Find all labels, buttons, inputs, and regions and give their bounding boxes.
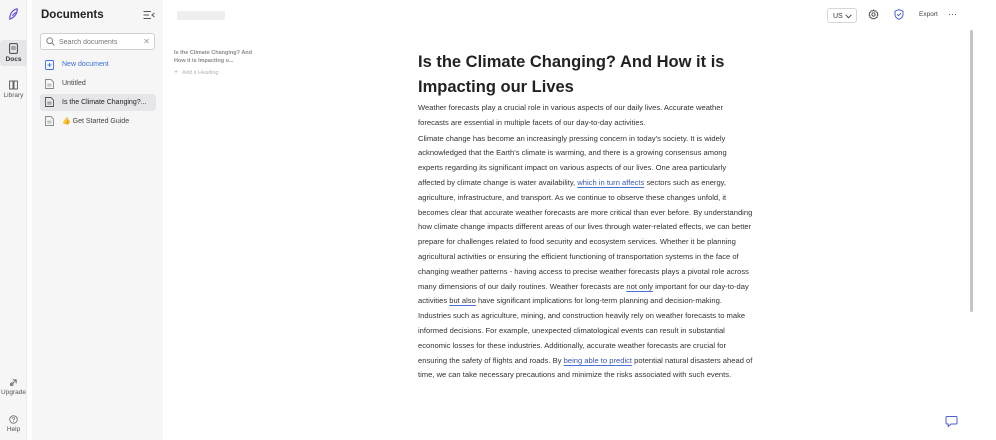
chat-bubble-icon[interactable] — [945, 415, 958, 428]
documents-sidebar — [32, 0, 163, 440]
vertical-scrollbar[interactable] — [970, 30, 973, 312]
chevron-down-icon — [845, 14, 852, 19]
document-icon — [45, 79, 54, 89]
app-rail — [0, 0, 27, 440]
export-button[interactable]: Export — [919, 11, 938, 18]
new-document-icon — [45, 60, 54, 70]
upgrade-icon — [9, 378, 18, 387]
add-heading-button[interactable] — [174, 69, 264, 76]
gear-icon[interactable] — [868, 9, 879, 20]
sidebar-title: Documents — [41, 9, 104, 21]
plus-icon: + — [174, 69, 179, 76]
document-outline — [174, 50, 264, 76]
outline-heading[interactable]: Is the Climate Changing? And How it is Impacting o... — [174, 50, 253, 64]
docs-icon — [9, 43, 18, 54]
list-item-label: Is the Climate Changing?... — [62, 98, 147, 106]
rail-item-docs[interactable] — [0, 40, 27, 66]
rail-item-label: Upgrade — [1, 389, 26, 396]
document-body[interactable] — [418, 50, 753, 383]
rail-item-help[interactable] — [0, 415, 27, 437]
close-icon[interactable]: ✕ — [143, 37, 150, 46]
rail-item-label: Library — [3, 92, 24, 99]
text-run: Climate change has become an increasingly pressing concern in today's society. It is widely acknowledged that the Earth's climate is warming, and there is a growing consensus among experts regarding its significant impact on various aspects of our lives. One area particularly affected by climate change is water availability, — [418, 133, 727, 187]
search-icon — [46, 37, 55, 46]
rail-item-label: Help — [6, 426, 21, 433]
list-item-label: Untitled — [62, 80, 86, 87]
suggestion-underline[interactable]: but also — [449, 296, 476, 306]
paragraph[interactable]: Weather forecasts play a crucial role in various aspects of our daily lives. Accurate weather forecasts are essential in multiple facets of our day-to-day activities. — [418, 103, 724, 127]
list-item[interactable] — [40, 113, 156, 129]
list-item[interactable] — [40, 94, 156, 111]
suggestion-underline[interactable]: being able to predict — [563, 355, 633, 365]
rail-item-label: Docs — [5, 56, 22, 63]
suggestion-underline[interactable]: which in turn affects — [577, 177, 645, 187]
new-document-button[interactable] — [40, 57, 156, 73]
language-select[interactable] — [827, 8, 857, 23]
text-run: important for our day-to-day activities — [418, 281, 749, 306]
document-title[interactable]: Is the Climate Changing? And How it is Impacting our Lives — [418, 53, 725, 96]
list-item-label: 👍 Get Started Guide — [62, 118, 130, 125]
rail-item-library[interactable] — [0, 80, 27, 104]
document-icon — [45, 116, 54, 126]
language-value: US — [833, 12, 843, 20]
paragraph[interactable] — [418, 132, 753, 384]
library-icon — [9, 80, 19, 90]
suggestion-underline[interactable]: not only — [626, 281, 653, 291]
text-run: potential natural disasters ahead of time, we can take necessary precautions and minimize the risks associated with such events. — [418, 355, 753, 380]
help-icon — [9, 415, 18, 424]
editor-area — [163, 0, 996, 440]
list-item-label: New document — [62, 61, 109, 68]
collapse-sidebar-icon[interactable] — [143, 10, 155, 20]
more-options-button[interactable]: ··· — [948, 9, 957, 19]
text-run: have significant implications for long-term planning and decision-making. Industries such as agriculture, mining, and construction heavily rely on weather forecasts to make informed decisions. For example, unexpected climatological events can result in substantial economic losses for these industries. Additionally, accurate weather forecasts are crucial for ensuring the safety of flights and roads. By — [418, 296, 746, 365]
search-input[interactable] — [59, 36, 141, 48]
document-icon — [45, 97, 54, 107]
search-box — [40, 33, 155, 50]
feather-logo-icon[interactable] — [6, 7, 21, 22]
breadcrumb — [177, 11, 225, 20]
shield-check-icon[interactable] — [894, 9, 904, 20]
add-heading-label: Add a Heading — [182, 70, 219, 76]
text-run: sectors such as energy, agriculture, infrastructure, and transport. As we continue to observe these changes unfold, it becomes clear that accurate weather forecasts are more critical than ever before. By understanding how climate change impacts different areas of our lives through water-related effects, we can better prepare for challenges related to food security and ecosystem services. Whether it be planning agricultural activities or ensuring the efficient functioning of transportation systems in the face of changing weather patterns - having access to precise weather forecasts plays a pivotal role across many dimensions of our daily routines. Weather forecasts are — [418, 177, 753, 291]
rail-item-upgrade[interactable] — [0, 378, 27, 400]
list-item[interactable] — [40, 76, 156, 92]
